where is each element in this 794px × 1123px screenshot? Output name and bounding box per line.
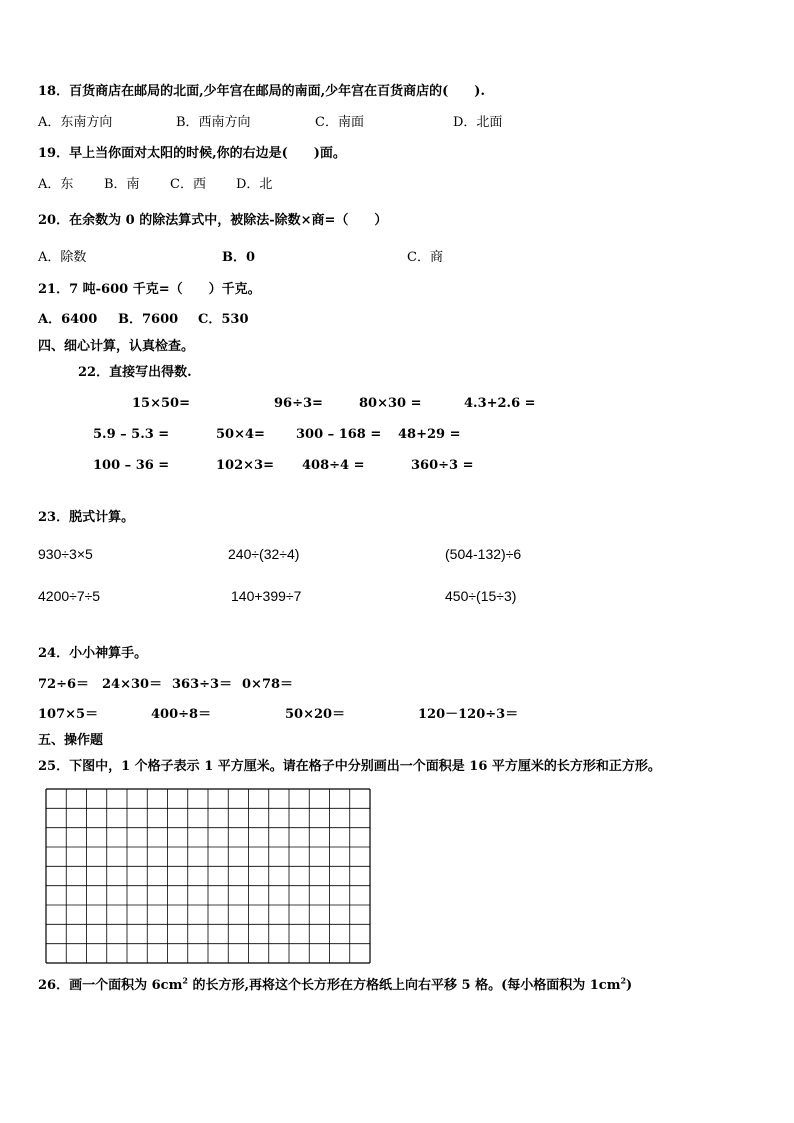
q22-item: 15×50= bbox=[132, 396, 190, 411]
q23-stem: 23．脱式计算。 bbox=[38, 510, 135, 525]
q26-superscript: 2 bbox=[620, 975, 627, 986]
q26-stem-part: ) bbox=[626, 978, 633, 993]
section4-title: 四、细心计算，认真检查。 bbox=[38, 339, 195, 354]
q24-item: 0×78＝ bbox=[242, 677, 294, 692]
q24-item: 50×20＝ bbox=[285, 707, 346, 722]
q22-item: 4.3+2.6 = bbox=[464, 396, 536, 411]
q22-item: 48+29 = bbox=[398, 427, 461, 442]
q20-option-c: C．商 bbox=[407, 250, 443, 265]
q22-item: 408÷4 = bbox=[302, 458, 365, 473]
q22-item: 80×30 = bbox=[359, 396, 422, 411]
q21-option-a: A．6400 bbox=[38, 312, 98, 327]
q18-option-c: C．南面 bbox=[315, 115, 364, 130]
q24-item: 24×30＝ bbox=[102, 677, 163, 692]
q20-stem: 20．在余数为 0 的除法算式中，被除法-除数×商=（ ） bbox=[38, 213, 388, 228]
q18-option-a: A．东南方向 bbox=[38, 115, 113, 130]
q23-expression: 240÷(32÷4) bbox=[228, 546, 300, 562]
q23-expression: 930÷3×5 bbox=[38, 546, 93, 562]
q19-option-b: B．南 bbox=[104, 177, 140, 192]
q24-item: 107×5＝ bbox=[38, 707, 99, 722]
q26-stem bbox=[38, 975, 633, 994]
q22-item: 50×4= bbox=[216, 427, 265, 442]
q23-expression: 450÷(15÷3) bbox=[445, 588, 517, 604]
q24-item: 400÷8＝ bbox=[151, 707, 212, 722]
q23-expression: (504-132)÷6 bbox=[445, 546, 522, 562]
q21-option-c: C．530 bbox=[198, 312, 249, 327]
q18-option-b: B．西南方向 bbox=[176, 115, 251, 130]
q25-stem: 25．下图中，1 个格子表示 1 平方厘米。请在格子中分别画出一个面积是 16 平方厘米的长方形和正方形。 bbox=[38, 759, 661, 774]
q24-item: 363÷3＝ bbox=[172, 677, 233, 692]
q23-expression: 4200÷7÷5 bbox=[38, 588, 101, 604]
q19-option-c: C．西 bbox=[170, 177, 206, 192]
q19-stem: 19．早上当你面对太阳的时候,你的右边是( )面。 bbox=[38, 146, 346, 161]
q22-item: 360÷3 = bbox=[411, 458, 474, 473]
q21-option-b: B．7600 bbox=[118, 312, 179, 327]
q18-stem: 18．百货商店在邮局的北面,少年宫在邮局的南面,少年宫在百货商店的( ). bbox=[38, 84, 485, 99]
q22-item: 5.9 – 5.3 = bbox=[93, 427, 170, 442]
q22-item: 100 – 36 = bbox=[93, 458, 170, 473]
q26-stem-part: 26．画一个面积为 6cm bbox=[38, 978, 183, 993]
q23-expression: 140+399÷7 bbox=[231, 588, 302, 604]
square-grid bbox=[45, 788, 371, 964]
q19-option-a: A．东 bbox=[38, 177, 74, 192]
q22-stem: 22．直接写出得数. bbox=[78, 365, 192, 380]
q22-item: 96÷3= bbox=[274, 396, 323, 411]
q20-option-a: A．除数 bbox=[38, 250, 87, 265]
q24-item: 120－120÷3＝ bbox=[418, 707, 519, 722]
q18-option-d: D．北面 bbox=[453, 115, 503, 130]
q24-stem: 24．小小神算手。 bbox=[38, 646, 148, 661]
q19-option-d: D．北 bbox=[236, 177, 273, 192]
q22-item: 300 – 168 = bbox=[296, 427, 382, 442]
q21-stem: 21．7 吨-600 千克=（ ）千克。 bbox=[38, 282, 261, 297]
q26-superscript: 2 bbox=[182, 975, 188, 986]
q24-item: 72÷6＝ bbox=[38, 677, 90, 692]
q26-stem-part: 的长方形,再将这个长方形在方格纸上向右平移 5 格。(每小格面积为 1cm bbox=[187, 978, 621, 993]
q20-option-b: B．0 bbox=[222, 250, 256, 265]
q22-item: 102×3= bbox=[216, 458, 274, 473]
section5-title: 五、操作题 bbox=[38, 733, 104, 748]
